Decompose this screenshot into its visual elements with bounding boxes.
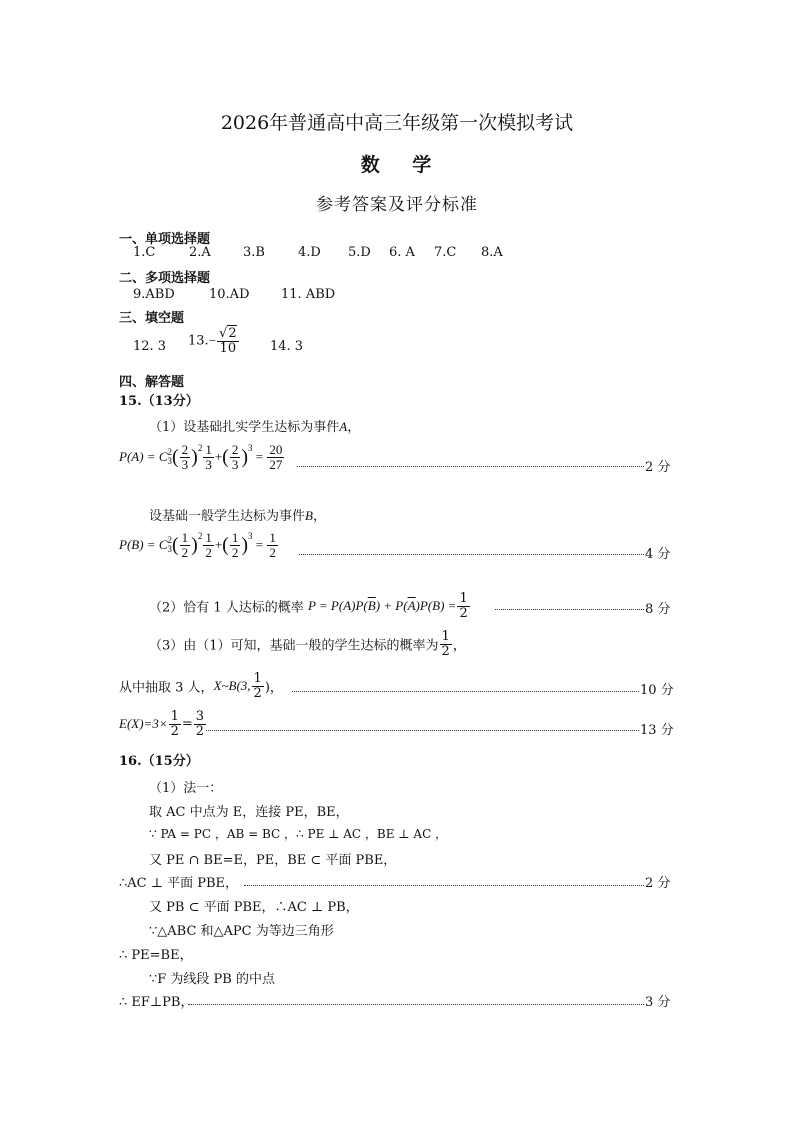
q16-line-1: （1）法一： — [149, 781, 223, 796]
pB-formula: P(B) = C2 3( $\frac{1}{2}$ )$^2$ $\frac{1}{2}$ +( $\frac{1}{2}$ )$^3$ = $\frac{1}{2}$ — [119, 530, 276, 560]
answer-subtitle: 参考答案及评分标准 — [316, 195, 478, 215]
score-8: 8 分 — [645, 602, 671, 617]
q15-binomial: 从中抽取 3 人，X~B(3, $\frac{1}{2}$ )， — [119, 671, 283, 701]
answer-5: 5.D — [348, 245, 371, 260]
answer-9: 9.ABD — [133, 287, 175, 302]
pA-result: $\frac{20}{27}$ — [269, 442, 283, 472]
exam-title: 2026年普通高中高三年级第一次模拟考试 — [220, 112, 574, 134]
answer-14: 14. 3 — [270, 339, 304, 354]
q16-line-10: ∴ EF⊥PB， — [119, 995, 194, 1010]
q16-line-6: 又 PB ⊂ 平面 PBE，∴AC ⊥ PB， — [149, 900, 359, 915]
subject-title: 数 学 — [360, 154, 434, 176]
answer-6: 6. A — [389, 245, 415, 260]
leader-dots — [292, 691, 639, 692]
answer-13: 13.− $\frac{√2}{10}$ — [188, 326, 237, 356]
answer-3: 3.B — [243, 245, 265, 260]
leader-dots — [297, 466, 644, 467]
answer-8: 8.A — [481, 245, 503, 260]
leader-dots — [495, 609, 644, 610]
score-4: 4 分 — [645, 547, 671, 562]
q16-line-3: ∵ PA = PC ，AB = BC ，∴ PE ⊥ AC ，BE ⊥ AC ， — [149, 827, 448, 841]
q15-part2: （2）恰有 1 人达标的概率 $P = P(A)P(\overline{B}) + P(\overline{A})P(B)$ = $\frac{1}{2}$ — [149, 591, 468, 621]
section-single-choice: 一、单项选择题 — [119, 232, 211, 247]
q15-heading: 15.（13分） — [119, 394, 199, 409]
q16-line-4: 又 PE ∩ BE=E，PE，BE ⊂ 平面 PBE， — [149, 853, 397, 868]
leader-dots — [244, 885, 644, 886]
q15-expectation: E(X)=3× $\frac{1}{2}$ = $\frac{3}{2}$ — [119, 709, 205, 739]
leader-dots — [299, 554, 644, 555]
q16-line-5: ∴AC ⊥ 平面 PBE， — [119, 876, 239, 891]
leader-dots — [188, 1004, 644, 1005]
score-2: 2 分 — [645, 460, 671, 475]
section-solutions: 四、解答题 — [119, 375, 185, 390]
answer-1: 1.C — [133, 245, 156, 260]
score-10: 10 分 — [640, 683, 674, 698]
q16-line-7: ∵△ABC 和△APC 为等边三角形 — [149, 924, 334, 939]
answer-11: 11. ABD — [281, 287, 336, 302]
q15-part1-intro: （1）设基础扎实学生达标为事件A， — [149, 419, 361, 435]
section-fill-blank: 三、填空题 — [119, 311, 185, 326]
answer-7: 7.C — [434, 245, 457, 260]
q16-line-8: ∴ PE=BE， — [119, 948, 193, 963]
q16-heading: 16.（15分） — [119, 754, 199, 769]
q16-score-2: 2 分 — [645, 876, 671, 891]
sqrt-icon: √ — [219, 326, 228, 341]
score-13: 13 分 — [640, 723, 674, 738]
pA-formula: P(A) = C2 3( $\frac{2}{3}$ )$^2$ $\frac{1}{3}$ +( $\frac{2}{3}$ )$^3$ = $\frac{20}{27}$ — [119, 442, 283, 472]
q16-score-3: 3 分 — [645, 995, 671, 1010]
q16-line-2: 取 AC 中点为 E，连接 PE，BE， — [149, 805, 349, 820]
answer-12: 12. 3 — [133, 339, 167, 354]
leader-dots — [206, 730, 639, 731]
answer-4: 4.D — [298, 245, 321, 260]
q15-part1-event-b: 设基础一般学生达标为事件B， — [149, 508, 326, 524]
q16-line-9: ∵F 为线段 PB 的中点 — [149, 972, 275, 987]
pB-result: $\frac{1}{2}$ — [269, 530, 276, 560]
answer-10: 10.AD — [209, 287, 250, 302]
answer-2: 2.A — [189, 245, 211, 260]
fraction: $\frac{√2}{10}$ — [219, 326, 237, 356]
section-multi-choice: 二、多项选择题 — [119, 271, 211, 286]
q15-part3: （3）由（1）可知，基础一般的学生达标的概率为 $\frac{1}{2}$ ， — [149, 629, 466, 659]
